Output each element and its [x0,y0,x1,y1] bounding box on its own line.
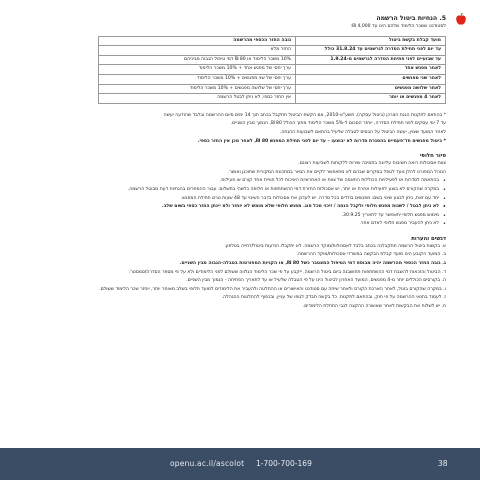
page-footer [0,448,480,480]
section-title-alternate: סיור חלופי [419,153,446,160]
document-content [22,14,446,312]
table-cell: ערך יחסי של שלושה מפגשים + 10% משכר הלימוד [99,84,296,94]
guideline-item: ג. גובה החזר הכספי מהרשמה יהיה מבוסס דמי הטיפול המצטבר כשל 80 ₪, או הקניות המפורטות בטבלה-הגבוה מבין השניים. [179,261,446,267]
alternate-intro: צוות אסכולות רואה חשיבות עליונה בתמיכה שירות ללקוחות לשביעות רצונם. [298,161,446,167]
alternate-list [22,177,446,229]
footer-phone: 1-700-700-169 [256,459,312,468]
list-item: • במקרה שהקורס לא בוצע לפעילות אחרת או יותר, יש אסכולות החזרת דמי ההשתתפות או חלופה כלשהי בתשלום. עבור ההמחרים בהנחיות דעת מבוטל הרשמה. [22,186,446,195]
cancellation-table [98,36,446,104]
list-item: • יחד עם זאת, ניתן לבצע שינוי בשם: מפגשים בודדים בכל סדרה. יש לעדכן את אסכולות בדבר השינוי עד 48 שעות טרם תחילת המפגש. [22,195,446,204]
guideline-item: א. בקשות ביטול הרשמה תתקבלנה בכתב בלבד לאסכולות/מוקד הרשמה. לא יתקבלו הודעות ביטול/דחייה בטלפון. [224,243,446,249]
table-cell: אין החזר כספי, לא ניתן לבטל הרשמה [99,94,296,104]
table-header-row [99,36,446,46]
table-row [99,46,446,56]
red-apple-icon [454,12,468,26]
table-cell: עד יום לפני תחילת הסדרה לגרשמים עד 31.8.24 כולל [296,46,446,56]
guideline-item: ח. יש לשלוח את הבקשות לאחר שאושרה ההקצה לגבי התחלת הלימודים. [302,304,446,310]
section-title-guidelines: דגשים והערות [411,235,446,242]
table-row [99,94,446,104]
footer-url-link[interactable]: openu.ac.il/ascolot [170,459,245,468]
cancellation-note: לאחר המועד שצוין, יעשה הביטול על הבסיס לטבלה שלעיל בהתאם לשבועות ההנחה. [279,129,446,135]
cancellation-note: * ביטול מפגשים חד־פעמיים בהסגרת סדרות לא יבוצעו – עד יום לפני תחילת המפגש 80 ₪, לאחר מכן אין החזר כספי. [197,138,446,144]
table-cell: 10% משכר הלימוד או 80 ₪ דמי טיפול הגבוה מביניהם [99,55,296,65]
guideline-item: ה. בקורסים הכוללים יותר מ-4 מפגשים, המועד האחרון לביטול הינו על פי הטבלה שלעיל או עד לתאריך הפתיחה - הנמוך מבין השניים. [186,278,446,284]
table-cell: לאחר 4 מפגשים או יותר [296,94,446,104]
guideline-item: ד. הביטול והזכאות להשבת דמי ההשתתפות תחושבנה ביום ביטול הרשמה. ייקבע על פי שכר הלימוד הנלווה ששולם לפני הלימודים ולא על פי מספר הסדרה/סמסטר. [128,269,446,275]
table-header-refund: גובה החזר הכספי מהרשמה [99,36,296,46]
table-cell: ערך יחסי של מפגש אחד + 10% משכר הלימוד [99,65,296,75]
table-header-request-time: מועד קבלת בקשת ביטול [296,36,446,46]
list-item: • לא ניתן להעביר מפגש חלופי לאדם אחר. [22,220,446,229]
cancellation-note: עד 7 ימי עסקים לפני תחילת הסדרה, יוחזר הסכום ל-5% משכר הלימוד מתוך הכולל 80 ₪, הנמוך מבין השניים. [230,121,446,127]
list-item: • בהתאמה לסדרות או לפעילויות הכוללות התאמה של צוות או האחראיות האיכות לכל חוויית אחד קורס או פעילות. [22,177,446,186]
section-title-cancellation: 5. הנחיות ביטול הרשמה [376,15,446,22]
table-cell: לאחר שלושה מפגשים [296,84,446,94]
cancellation-intro: לסטודנט ששכר הלימוד שלהם הינו עד 4,000 ₪: [350,24,446,29]
table-row [99,74,446,84]
table-row [99,55,446,65]
list-item: • לא ניתן לבטל / לשנות מפגש חלופי ולקבל הנחה / זיכוי מכל סוג. מפגש חלופי שלא מומש לא יוחזר ולא יינתן החזר כספי בשום שלב. [22,203,446,212]
cancellation-note: * בהתאם לתקנות הגנת הצרכן (ביטול עסקה), תשע"א-2010, אם הקשת הביטול תתקבל בכתב תוך 14 ימים מיום ההרשמה ובלבד שהודעה יעשה [163,112,446,118]
table-cell: ערך יחסי של שני מפגשים + 10% משכר הלימוד [99,74,296,84]
table-row [99,65,446,75]
guideline-item: ו. במקרה שהקורס בוטל, לאחר הארכת הקורס ולאחר שיחה עם סטודנט והאישורים או ההחלטה ולהעביר את הלימודים למועד חלופי בשלב מאוחר יותר, יוחזר שכר הלימוד ששולם. [99,286,446,292]
table-row [99,84,446,94]
list-item: • מימוש מפגש חלופי יתאפשר עד לתאריך 30.9.25. [22,212,446,221]
page-number: 38 [438,459,448,468]
table-cell: לאחר שני מפגשים [296,74,446,84]
guideline-item: ז. לעמוד בתנאי ההרשמה על פי חוק, ובהתאם לתקנות. כל בקשה תבדק לגופו של עניין, ובכפוף להחלטות ההנהלה. [221,295,446,301]
table-cell: החזר מלא [99,46,296,56]
table-cell: עד שבועיים לפני פתיחת הסדרה לגרשמים מ-1.9.24 [296,55,446,65]
table-cell: לאחר מפגש אחד [296,65,446,75]
guideline-item: ב. המועד הקובע הינו מועד קבלת הבקשה במשרדי אסכולות/מוקד ההרשמה. [296,252,446,258]
alternate-intro: הנוהל המפורט להלן נועד לטפל במקרים שבהם לא מתאפשר לקיים את הסיור במתכונת המקורית שתוכנן ואושר. [227,169,446,175]
